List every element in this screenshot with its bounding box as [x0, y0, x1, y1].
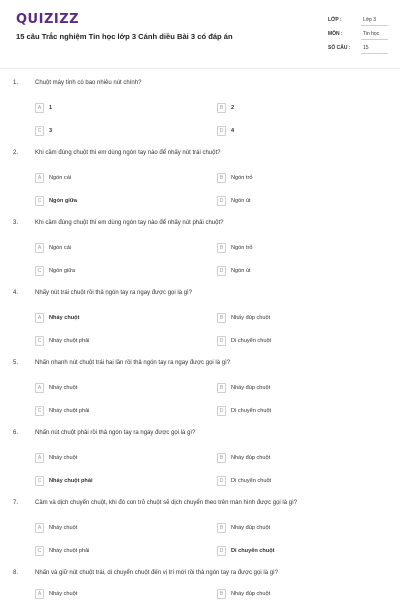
- option-letter: B: [217, 383, 226, 393]
- option-text: Nháy chuột: [49, 384, 78, 391]
- option-text: 1: [49, 104, 53, 111]
- option-letter: A: [35, 383, 44, 393]
- question-item: [0, 150, 400, 216]
- option-text: Di chuyển chuột: [231, 337, 272, 344]
- question-number: 5.: [13, 360, 19, 366]
- option-text: Ngón út: [231, 197, 251, 204]
- option-text: 4: [231, 127, 235, 134]
- option-letter: C: [35, 476, 44, 486]
- question-number: 6.: [13, 430, 19, 436]
- class-label: LỚP :: [328, 17, 342, 23]
- option-letter: C: [35, 196, 44, 206]
- option-text: Nháy chuột: [49, 314, 80, 321]
- question-number: 2.: [13, 150, 19, 156]
- option-text: Nháy chuột phải: [49, 547, 90, 554]
- option-letter: A: [35, 589, 44, 599]
- option-letter: C: [35, 126, 44, 136]
- question-item: [0, 290, 400, 356]
- option-text: Di chuyển chuột: [231, 477, 272, 484]
- question-number: 3.: [13, 220, 19, 226]
- subject-field: [328, 28, 388, 40]
- question-count-label: SỐ CÂU :: [328, 45, 351, 51]
- option-text: Nháy đúp chuột: [231, 454, 271, 461]
- option-letter: C: [35, 406, 44, 416]
- class-field: [328, 14, 388, 26]
- option-text: 2: [231, 104, 235, 111]
- option-text: Nháy đúp chuột: [231, 384, 271, 391]
- option-letter: A: [35, 103, 44, 113]
- question-text: Nhấn nút chuột phải rồi thả ngón tay ra ngay được gọi là gì?: [35, 430, 196, 436]
- option-text: Ngón trỏ: [231, 174, 253, 181]
- option-letter: A: [35, 523, 44, 533]
- question-count-field: [328, 42, 388, 54]
- option-letter: D: [217, 406, 226, 416]
- question-text: Cầm và dịch chuyển chuột, khi đó con trỏ chuột sẽ dịch chuyển theo trên màn hình được gọi là gì?: [35, 500, 298, 506]
- option-text: Nhấy đúp chuột: [231, 314, 271, 321]
- quizizz-logo: QUIZIZZ: [16, 12, 80, 27]
- question-text: Nhấn nhanh nút chuột trái hai lần rồi thả ngón tay ra ngay được gọi là gì?: [35, 360, 231, 366]
- subject-underline: [361, 39, 388, 40]
- option-text: Nháy chuột phải: [49, 337, 90, 344]
- option-text: Ngón giữa: [49, 197, 77, 204]
- question-text: Khi cầm đúng chuột thì em dùng ngón tay nào để nhấy nút trái chuột?: [35, 150, 221, 156]
- question-count-underline: [361, 53, 388, 54]
- option-text: Nháy chuột phải: [49, 407, 90, 414]
- option-letter: B: [217, 103, 226, 113]
- option-letter: A: [35, 173, 44, 183]
- option-text: 3: [49, 127, 53, 134]
- option-text: Nháy đúp chuột: [231, 524, 271, 531]
- option-text: Di chuyển chuột: [231, 407, 272, 414]
- question-item: [0, 570, 400, 600]
- option-letter: B: [217, 523, 226, 533]
- question-text: Nhấn và giữ nút chuột trái, di chuyển chuột đến vị trí mới rồi thả ngón tay ra được gọi là gì?: [35, 570, 279, 576]
- option-letter: B: [217, 589, 226, 599]
- question-count-value: 15: [363, 45, 369, 51]
- question-item: [0, 500, 400, 566]
- option-letter: C: [35, 546, 44, 556]
- class-value: Lớp 3: [363, 17, 377, 23]
- question-text: Chuột máy tính có bao nhiêu nút chính?: [35, 80, 142, 86]
- question-number: 8.: [13, 570, 19, 576]
- option-text: Ngón cái: [49, 174, 72, 181]
- option-letter: D: [217, 546, 226, 556]
- header-divider: [0, 68, 400, 69]
- question-text: Khi cầm đúng chuột thì em dùng ngón tay nào để nhấy nút phải chuột?: [35, 220, 224, 226]
- subject-value: Tin học: [363, 31, 380, 37]
- question-text: Nhấy nút trái chuột rồi thả ngón tay ra ngay được gọi là gì?: [35, 290, 193, 296]
- option-text: Ngón cái: [49, 244, 72, 251]
- option-text: Nháy chuột: [49, 454, 78, 461]
- option-letter: B: [217, 243, 226, 253]
- option-text: Di chuyển chuột: [231, 547, 275, 554]
- option-letter: A: [35, 243, 44, 253]
- option-letter: C: [35, 336, 44, 346]
- option-text: Nháy đúp chuột: [231, 590, 271, 597]
- question-item: [0, 360, 400, 426]
- option-letter: B: [217, 313, 226, 323]
- option-text: Ngón trỏ: [231, 244, 253, 251]
- option-letter: D: [217, 266, 226, 276]
- class-underline: [361, 25, 388, 26]
- worksheet-header: [0, 0, 400, 66]
- option-text: Ngón út: [231, 267, 251, 274]
- subject-label: MÔN :: [328, 31, 343, 37]
- option-letter: B: [217, 173, 226, 183]
- question-item: [0, 220, 400, 286]
- option-letter: D: [217, 476, 226, 486]
- option-letter: D: [217, 196, 226, 206]
- question-number: 1.: [13, 80, 19, 86]
- question-item: [0, 430, 400, 496]
- option-text: Ngón giữa: [49, 267, 76, 274]
- question-number: 4.: [13, 290, 19, 296]
- question-item: [0, 80, 400, 146]
- option-letter: A: [35, 313, 44, 323]
- question-number: 7.: [13, 500, 19, 506]
- page-title: 15 câu Trắc nghiệm Tin học lớp 3 Cánh diều Bài 3 có đáp án: [16, 32, 233, 41]
- option-letter: D: [217, 126, 226, 136]
- option-letter: D: [217, 336, 226, 346]
- option-letter: B: [217, 453, 226, 463]
- option-text: Nháy chuột phải: [49, 477, 93, 484]
- option-letter: A: [35, 453, 44, 463]
- option-letter: C: [35, 266, 44, 276]
- option-text: Nháy chuột: [49, 524, 78, 531]
- option-text: Nháy chuột: [49, 590, 78, 597]
